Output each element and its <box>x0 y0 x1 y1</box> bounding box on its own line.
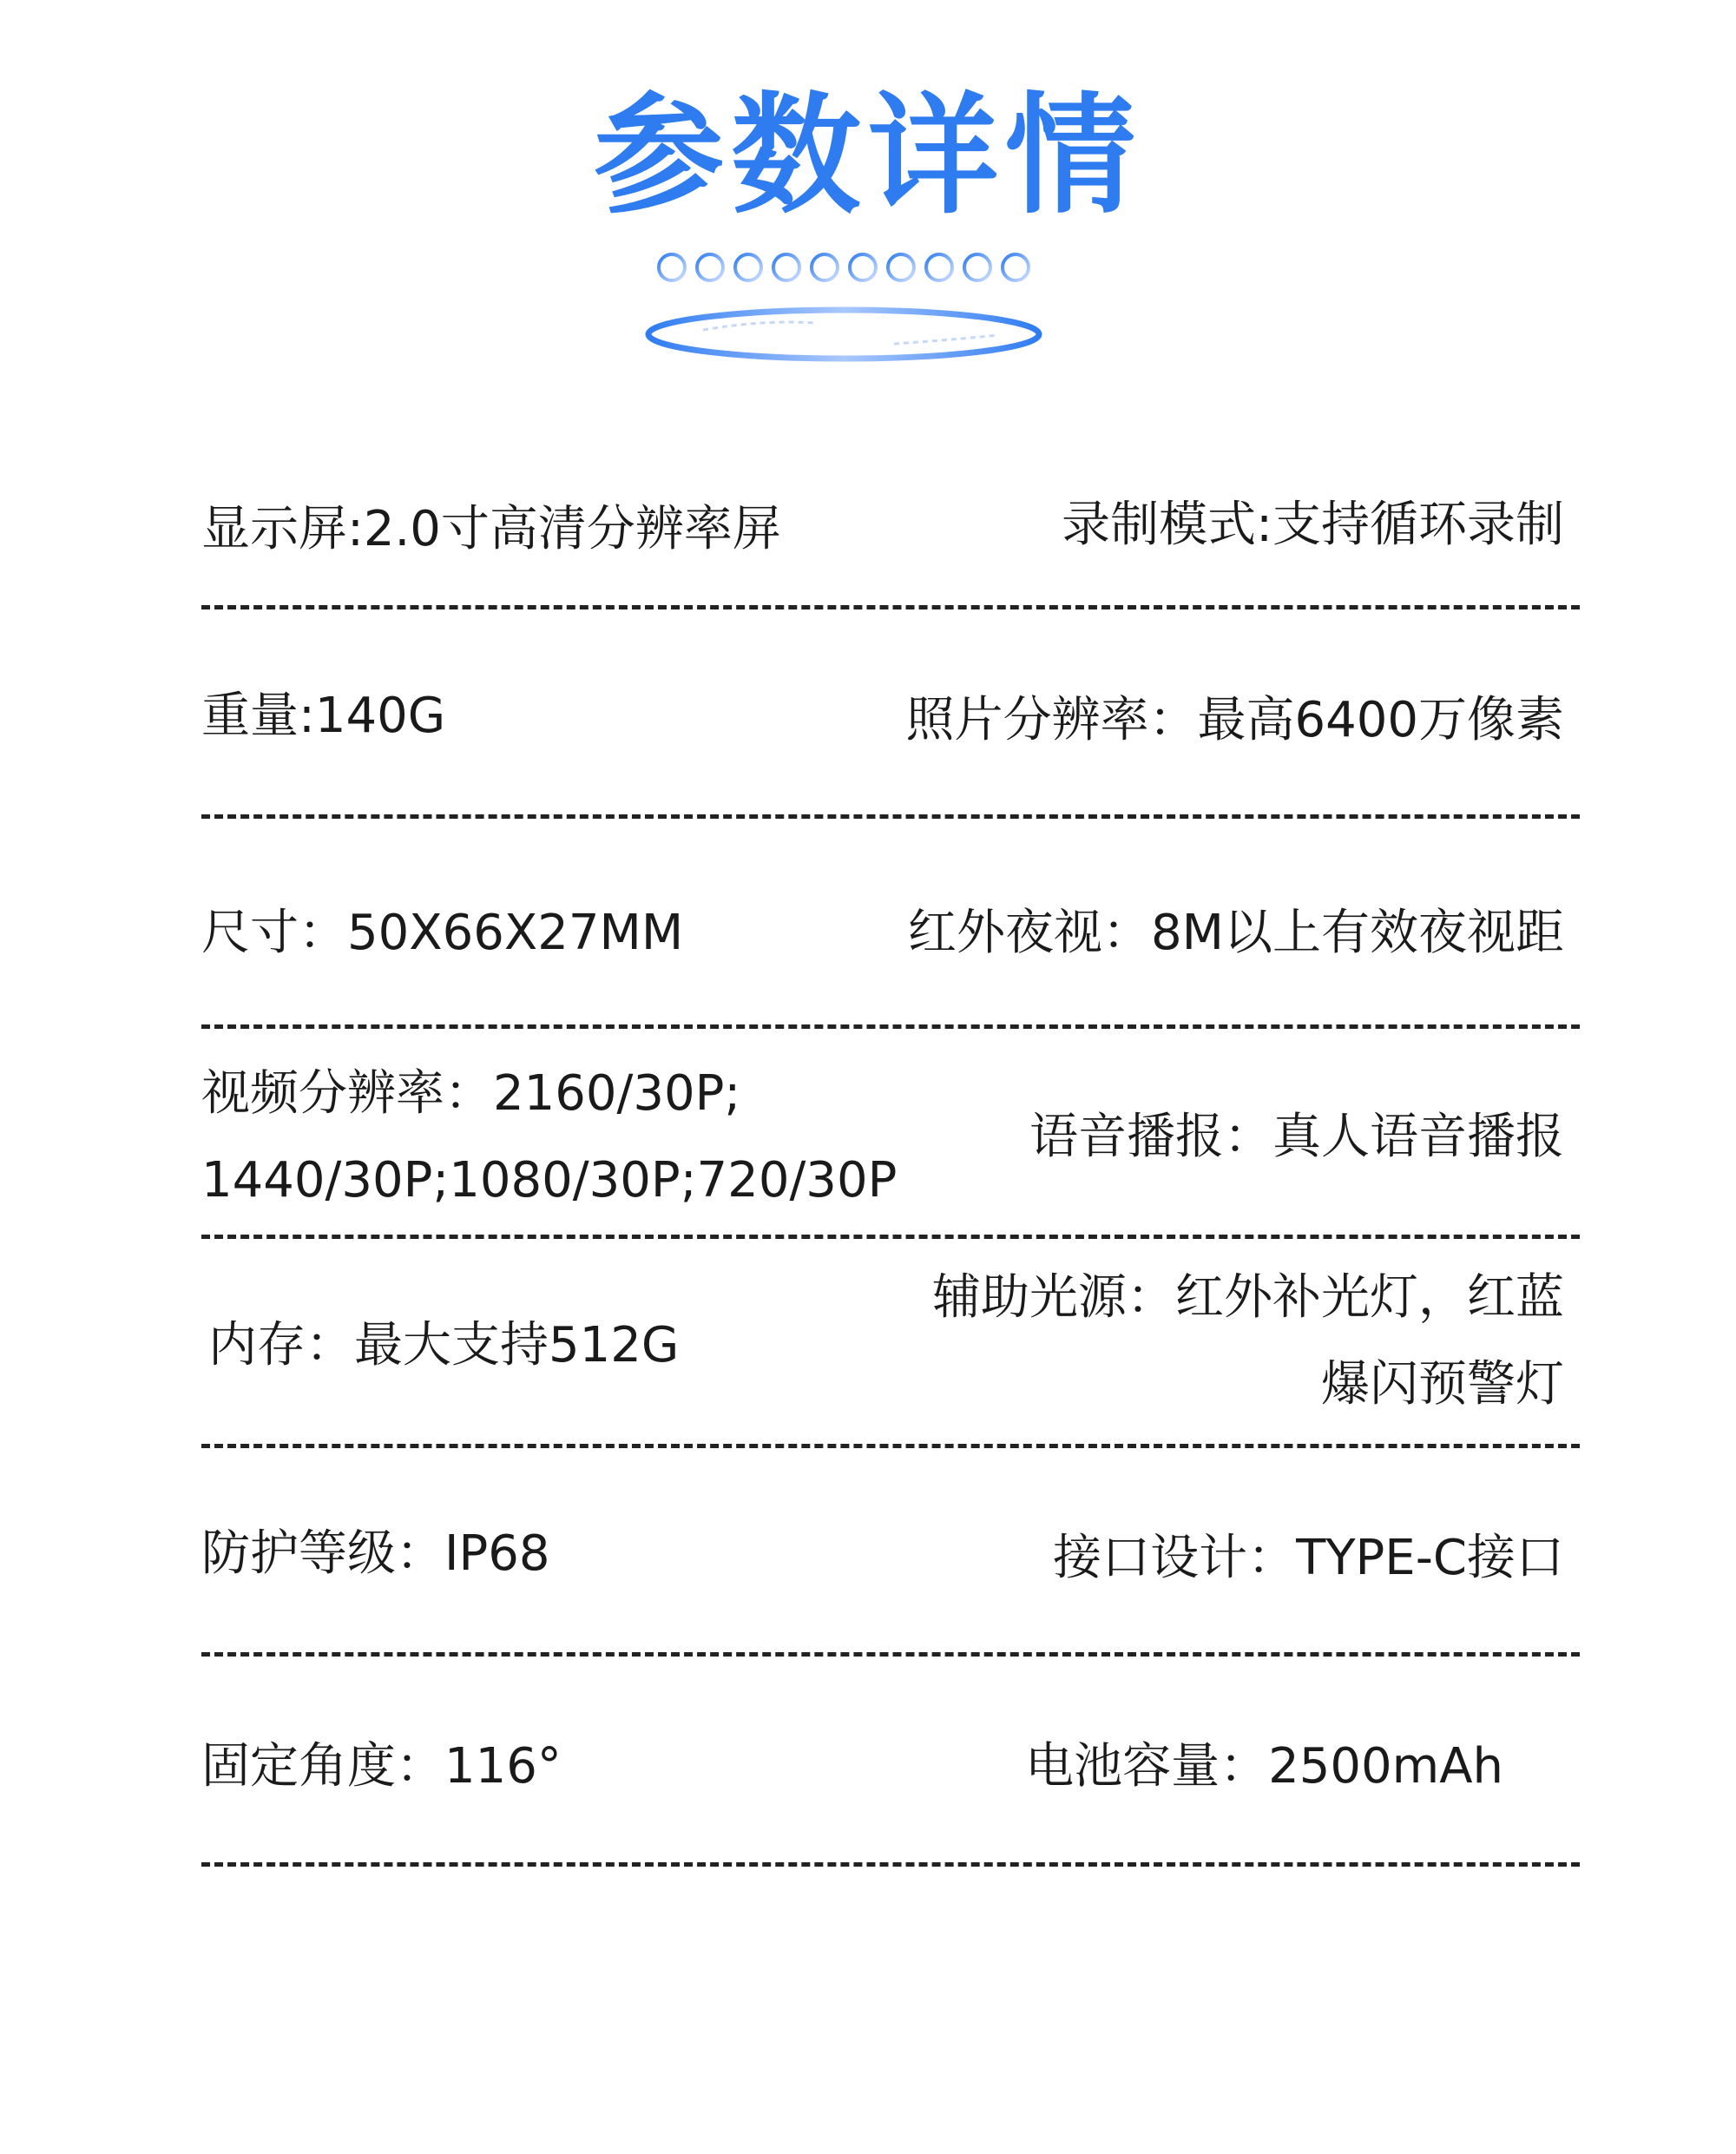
spec-label-right: 接口设计：TYPE-C接口 <box>1053 1530 1564 1586</box>
row-divider <box>201 1862 1580 1867</box>
spec-label-left: 防护等级：IP68 <box>201 1525 550 1582</box>
spec-label-left: 固定角度：116° <box>201 1738 562 1795</box>
spec-row <box>201 890 1564 985</box>
decorative-ornament-icon <box>642 243 1050 365</box>
spec-row <box>201 673 1564 768</box>
row-divider <box>201 1652 1580 1657</box>
spec-label-right: 语音播报：真人语音播报 <box>1029 1109 1564 1165</box>
row-divider <box>201 814 1580 819</box>
spec-label-left: 视频分辨率：2160/30P; <box>201 1065 741 1122</box>
spec-label-right: 红外夜视：8M以上有效夜视距 <box>908 905 1564 961</box>
spec-label-right: 录制模式:支持循环录制 <box>1062 497 1564 553</box>
row-divider <box>201 1444 1580 1448</box>
spec-label-left: 尺寸：50X66X27MM <box>201 905 684 961</box>
page-title: 参数详情 <box>593 81 1142 232</box>
spec-label-left: 显示屏:2.0寸高清分辨率屏 <box>201 501 781 557</box>
spec-row <box>201 1051 1564 1224</box>
spec-label-left: 内存：最大支持512G <box>208 1317 680 1373</box>
spec-label-right: 电池容量：2500mAh <box>1025 1738 1503 1795</box>
row-divider <box>201 1235 1580 1239</box>
spec-row <box>201 1723 1564 1819</box>
row-divider <box>201 1024 1580 1029</box>
spec-label-right-line-2: 爆闪预警灯 <box>1321 1356 1564 1413</box>
spec-row <box>201 1511 1564 1606</box>
spec-label-right: 照片分辨率：最高6400万像素 <box>905 692 1564 748</box>
spec-label-left: 重量:140G <box>201 688 446 744</box>
spec-row <box>201 482 1564 577</box>
spec-label-left-line-2: 1440/30P;1080/30P;720/30P <box>201 1152 898 1209</box>
row-divider <box>201 605 1580 609</box>
spec-row <box>201 1255 1564 1428</box>
spec-label-right: 辅助光源：红外补光灯，红蓝 <box>932 1269 1564 1326</box>
